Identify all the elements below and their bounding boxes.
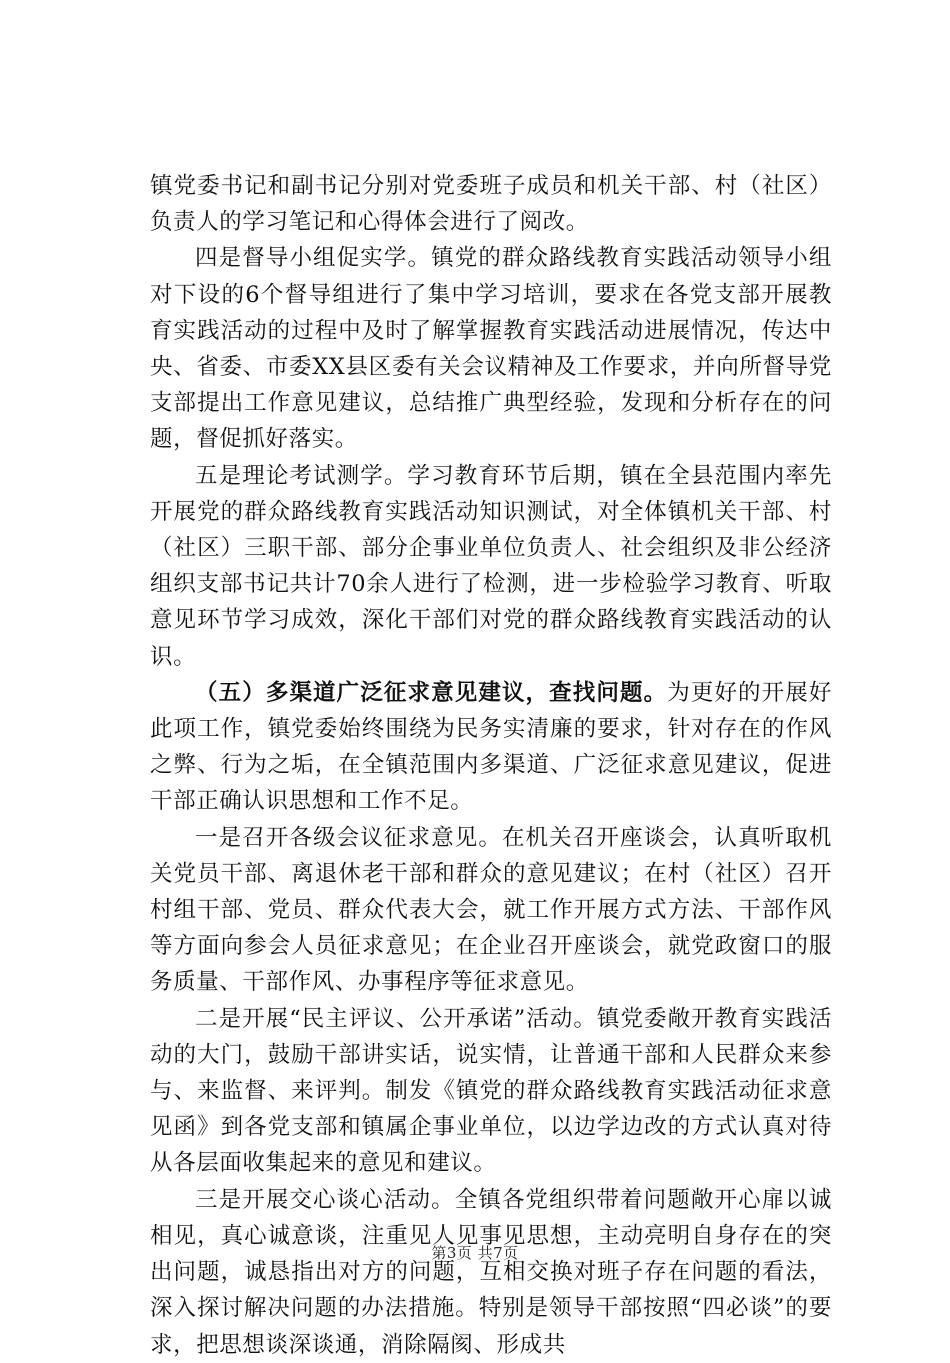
paragraph-4-text: 为更好的开展好此项工作，镇党委始终围绕为民务实清廉的要求，针对存在的作风之弊、行为之垢，在全镇范围内多渠道、广泛征求意见建议，促进干部正确认识思想和工作不足。 xyxy=(150,679,832,815)
paragraph-2 xyxy=(150,240,832,457)
paragraph-1 xyxy=(150,168,832,240)
section-heading-5: （五）多渠道广泛征求意见建议，查找问题。 xyxy=(195,679,668,706)
paragraph-2-text: 四是督导小组促实学。镇党的群众路线教育实践活动领导小组对下设的6个督导组进行了集中学习培训，要求在各党支部开展教育实践活动的过程中及时了解掌握教育实践活动进展情况，传达中央、省委、市委XX县区委有关会议精神及工作要求，并向所督导党支部提出工作意见建议，总结推广典型经验，发现和分析存在的问题，督促抓好落实。 xyxy=(150,245,832,453)
paragraph-3 xyxy=(150,458,832,675)
page-number: 第3页 共7页 xyxy=(431,1244,519,1262)
page-footer xyxy=(0,1243,950,1263)
paragraph-3-text: 五是理论考试测学。学习教育环节后期，镇在全县范围内率先开展党的群众路线教育实践活动知识测试，对全体镇机关干部、村（社区）三职干部、部分企事业单位负责人、社会组织及非公经济组织支部书记共计70余人进行了检测，进一步检验学习教育、听取意见环节学习成效，深化干部们对党的群众路线教育实践活动的认识。 xyxy=(150,462,832,670)
paragraph-1-text: 镇党委书记和副书记分别对党委班子成员和机关干部、村（社区）负责人的学习笔记和心得体会进行了阅改。 xyxy=(150,173,832,236)
paragraph-4 xyxy=(150,675,832,820)
paragraph-7-text: 三是开展交心谈心活动。全镇各党组织带着问题敞开心扉以诚相见，真心诚意谈，注重见人见事见思想，主动亮明自身存在的突出问题，诚恳指出对方的问题，互相交换对班子存在问题的看法，深入探讨解决问题的办法措施。特别是领导干部按照“四必谈”的要求，把思想谈深谈通，消除隔阂、形成共 xyxy=(150,1186,832,1358)
paragraph-5-text: 一是召开各级会议征求意见。在机关召开座谈会，认真听取机关党员干部、离退休老干部和群众的意见建议；在村（社区）召开村组干部、党员、群众代表大会，就工作开展方式方法、干部作风等方面向参会人员征求意见；在企业召开座谈会，就党政窗口的服务质量、干部作风、办事程序等征求意见。 xyxy=(150,824,832,996)
paragraph-7 xyxy=(150,1182,832,1363)
paragraph-6-text: 二是开展“民主评议、公开承诺”活动。镇党委敞开教育实践活动的大门，鼓励干部讲实话，说实情，让普通干部和人民群众来参与、来监督、来评判。制发《镇党的群众路线教育实践活动征求意见函》到各党支部和镇属企事业单位，以边学边改的方式认真对待从各层面收集起来的意见和建议。 xyxy=(150,1005,832,1177)
document-body xyxy=(150,168,832,1363)
paragraph-5 xyxy=(150,820,832,1001)
paragraph-6 xyxy=(150,1001,832,1182)
